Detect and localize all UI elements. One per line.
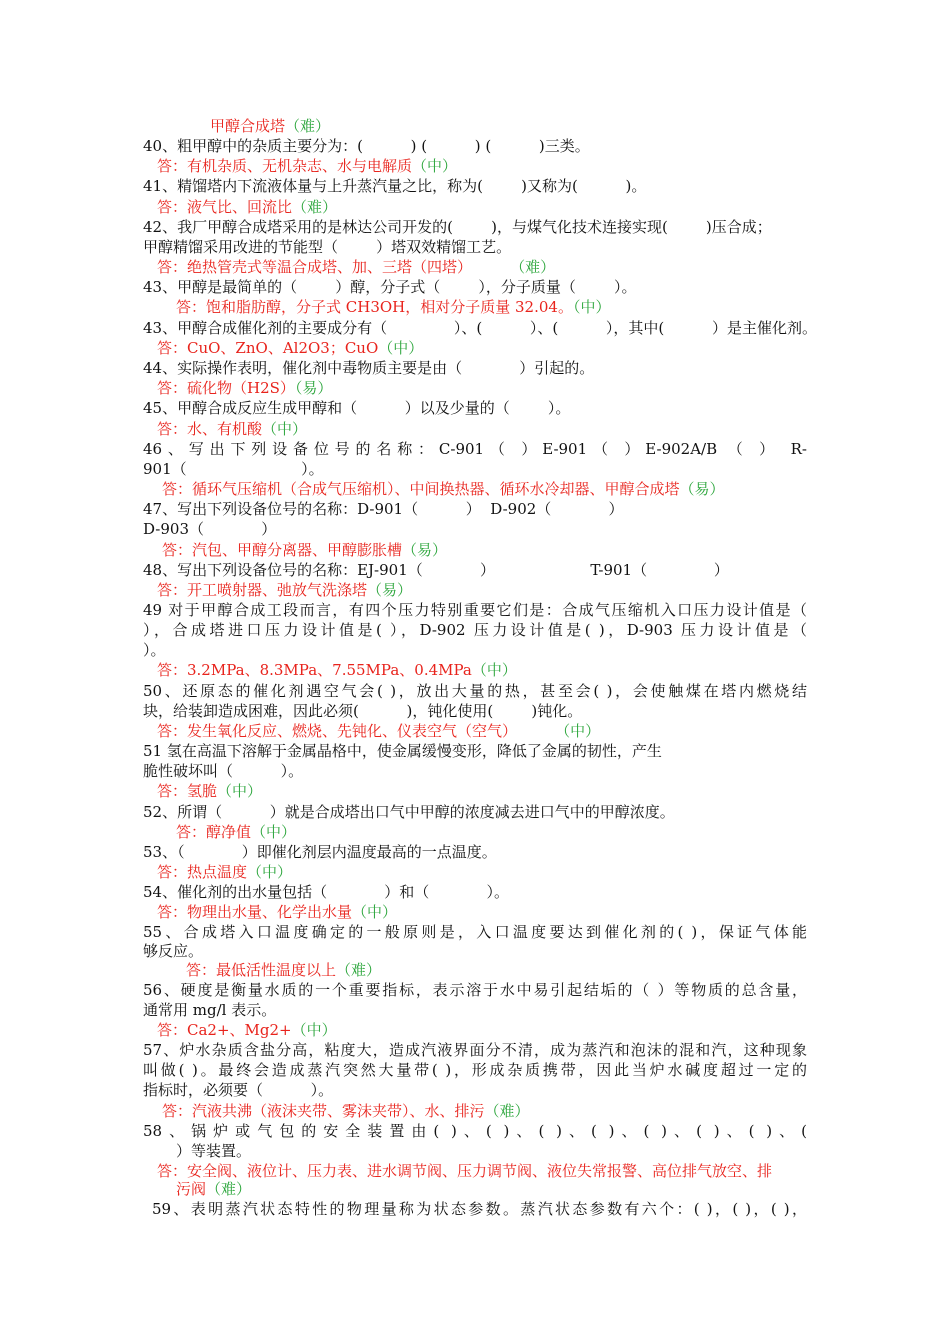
- question-line: [143, 1000, 276, 1020]
- answer-line: [157, 721, 600, 741]
- answer-line: [157, 1161, 772, 1181]
- answer-line: [210, 116, 330, 136]
- line-text: 901（ ）。: [143, 460, 324, 478]
- line-text: 脆性破坏叫（ ）。: [143, 762, 304, 780]
- line-text: 叫做( )。最终会造成蒸汽突然大量带( )，形成杂质携带，因此当炉水碱度超过一定的: [143, 1061, 807, 1079]
- question-line: [143, 681, 807, 701]
- line-text: 44、实际操作表明，催化剂中毒物质主要是由（ ）引起的。: [143, 359, 595, 377]
- difficulty-level: （难）: [472, 258, 556, 276]
- answer-line: [176, 297, 610, 317]
- difficulty-level: （中）: [352, 903, 398, 921]
- difficulty-level: （中）: [217, 782, 263, 800]
- answer-line: [157, 580, 412, 600]
- answer-line: [157, 156, 457, 176]
- question-line: [143, 701, 582, 721]
- difficulty-level: （易）: [402, 541, 448, 559]
- line-text: 答：饱和脂肪醇，分子式 CH3OH，相对分子质量 32.04。: [176, 298, 573, 316]
- difficulty-level: （中）: [291, 1021, 337, 1039]
- line-text: ），合成塔进口压力设计值是( ），D-902 压力设计值是( )，D-903 压力设计值是（: [143, 621, 807, 639]
- question-line: [143, 842, 497, 862]
- line-text: 够反应。: [143, 942, 204, 960]
- line-text: 答：物理出水量、化学出水量: [157, 903, 353, 921]
- answer-line: [162, 479, 725, 499]
- line-text: 40、粗甲醇中的杂质主要分为：( ) ( ) ( )三类。: [143, 137, 590, 155]
- line-text: 答：硫化物（H2S）: [157, 379, 295, 397]
- difficulty-level: （易）: [367, 581, 413, 599]
- question-line: [143, 741, 662, 761]
- question-line: [143, 882, 509, 902]
- line-text: 通常用 mg/l 表示。: [143, 1001, 277, 1019]
- difficulty-level: （中）: [247, 863, 293, 881]
- question-line: [143, 398, 570, 418]
- difficulty-level: （难）: [285, 117, 331, 135]
- answer-line: [157, 419, 307, 439]
- difficulty-level: （中）: [378, 339, 424, 357]
- line-text: 43、甲醇合成催化剂的主要成分有（ ）、( ）、( ），其中( ）是主催化剂。: [143, 319, 817, 337]
- difficulty-level: （易）: [679, 480, 725, 498]
- difficulty-level: （中）: [262, 420, 308, 438]
- line-text: 答：发生氧化反应、燃烧、先钝化、仪表空气（空气）: [157, 722, 518, 740]
- line-text: 答：醇净值: [176, 823, 252, 841]
- line-text: 58、锅炉或气包的安全装置由( )、( )、( )、( )、( )、( )、( )、(: [143, 1122, 807, 1140]
- line-text: 59、表明蒸汽状态特性的物理量称为状态参数。蒸汽状态参数有六个：( )，( )，( )，: [152, 1200, 807, 1218]
- line-text: 答：液气比、回流比: [157, 198, 293, 216]
- question-line: [143, 459, 324, 479]
- answer-line: [176, 822, 296, 842]
- line-text: 答：有机杂质、无机杂志、水与电解质: [157, 157, 413, 175]
- answer-line: [157, 862, 292, 882]
- line-text: 46、写出下列设备位号的名称：C-901（ ）E-901（ ）E-902A/B （ ） R-: [143, 440, 807, 458]
- answer-line: [157, 902, 397, 922]
- line-text: 答：热点温度: [157, 863, 248, 881]
- line-text: 答：3.2MPa、8.3MPa、7.55MPa、0.4MPa: [157, 661, 472, 679]
- line-text: 答：汽液共沸（液沫夹带、雾沫夹带）、水、排污: [162, 1102, 485, 1120]
- line-text: 污阀: [176, 1180, 207, 1198]
- answer-line: [157, 197, 337, 217]
- line-text: 答：氢脆: [157, 782, 218, 800]
- answer-line: [157, 781, 262, 801]
- question-line: [143, 922, 807, 942]
- answer-line: [162, 1101, 530, 1121]
- line-text: 答：汽包、甲醇分离器、甲醇膨胀槽: [162, 541, 403, 559]
- question-line: [143, 318, 817, 338]
- line-text: 56、硬度是衡量水质的一个重要指标，表示溶于水中易引起结垢的（ ）等物质的总含量，: [143, 981, 807, 999]
- answer-line: [157, 257, 555, 277]
- question-line: [143, 439, 807, 459]
- line-text: ）等装置。: [176, 1142, 252, 1160]
- question-line: [143, 237, 511, 257]
- line-text: 57、炉水杂质含盐分高，粘度大，造成汽液界面分不清，成为蒸汽和泡沫的混和汽，这种现象: [143, 1041, 807, 1059]
- line-text: 43、甲醇是最简单的（ ）醇，分子式（ ），分子质量（ ）。: [143, 278, 637, 296]
- question-line: [143, 358, 594, 378]
- answer-line: [157, 378, 332, 398]
- line-text: 41、精馏塔内下流液体量与上升蒸汽量之比，称为( )又称为( )。: [143, 177, 647, 195]
- line-text: 47、写出下列设备位号的名称：D-901（ ） D-902（ ）: [143, 500, 624, 518]
- difficulty-level: （中）: [517, 722, 601, 740]
- difficulty-level: （难）: [206, 1180, 252, 1198]
- line-text: 答：绝热管壳式等温合成塔、加、三塔（四塔）: [157, 258, 473, 276]
- difficulty-level: （难）: [336, 961, 382, 979]
- question-line: [143, 640, 166, 660]
- line-text: 45、甲醇合成反应生成甲醇和（ ）以及少量的（ ）。: [143, 399, 571, 417]
- difficulty-level: （中）: [471, 661, 517, 679]
- line-text: 52、所谓（ ）就是合成塔出口气中甲醇的浓度减去进口气中的甲醇浓度。: [143, 803, 675, 821]
- question-line: [143, 519, 276, 539]
- question-line: [143, 941, 203, 961]
- line-text: 42、我厂甲醇合成塔采用的是林达公司开发的( )，与煤气化技术连接实现( )压合成；: [143, 218, 772, 236]
- difficulty-level: （中）: [412, 157, 458, 175]
- answer-line: [186, 960, 381, 980]
- answer-line: [176, 1179, 251, 1199]
- question-line: [143, 1121, 807, 1141]
- difficulty-level: （中）: [572, 298, 611, 316]
- question-line: [143, 499, 624, 519]
- line-text: 55、合成塔入口温度确定的一般原则是，入口温度要达到催化剂的( )，保证气体能: [143, 923, 807, 941]
- question-line: [143, 217, 772, 237]
- line-text: D-903（ ）: [143, 520, 277, 538]
- difficulty-level: （难）: [292, 198, 338, 216]
- difficulty-level: （易）: [294, 379, 333, 397]
- question-line: [176, 1141, 251, 1161]
- question-line: [143, 802, 675, 822]
- line-text: 49 对于甲醇合成工段而言，有四个压力特别重要它们是：合成气压缩机入口压力设计值是（: [143, 601, 807, 619]
- line-text: 48、写出下列设备位号的名称：EJ-901（ ） T-901（ ）: [143, 561, 729, 579]
- answer-line: [162, 540, 447, 560]
- line-text: 甲醇精馏采用改进的节能型（ ）塔双效精馏工艺。: [143, 238, 512, 256]
- question-line: [143, 600, 807, 620]
- question-line: [143, 761, 303, 781]
- question-line: [152, 1199, 807, 1219]
- line-text: 答：Ca2+、Mg2+: [157, 1021, 292, 1039]
- question-line: [143, 980, 807, 1000]
- question-line: [143, 1040, 807, 1060]
- answer-line: [157, 338, 423, 358]
- line-text: 51 氢在高温下溶解于金属晶格中，使金属缓慢变形，降低了金属的韧性，产生: [143, 742, 662, 760]
- line-text: 54、催化剂的出水量包括（ ）和（ ）。: [143, 883, 510, 901]
- line-text: 答：CuO、ZnO、Al2O3；CuO: [157, 339, 379, 357]
- line-text: 答：最低活性温度以上: [186, 961, 337, 979]
- line-text: 答：安全阀、液位计、压力表、进水调节阀、压力调节阀、液位失常报警、高位排气放空、排: [157, 1162, 773, 1180]
- answer-line: [157, 660, 517, 680]
- line-text: 甲醇合成塔: [210, 117, 286, 135]
- question-line: [143, 176, 646, 196]
- line-text: 指标时，必须要（ ）。: [143, 1081, 334, 1099]
- difficulty-level: （中）: [251, 823, 297, 841]
- answer-line: [157, 1020, 337, 1040]
- line-text: 答：开工喷射器、弛放气洗涤塔: [157, 581, 368, 599]
- question-line: [143, 136, 590, 156]
- line-text: 答：水、有机酸: [157, 420, 263, 438]
- question-line: [143, 277, 637, 297]
- question-line: [143, 620, 807, 640]
- question-line: [143, 1080, 333, 1100]
- question-line: [143, 1060, 807, 1080]
- difficulty-level: （难）: [484, 1102, 530, 1120]
- line-text: 53、（ ）即催化剂层内温度最高的一点温度。: [143, 843, 497, 861]
- line-text: 答：循环气压缩机（合成气压缩机）、中间换热器、循环水冷却器、甲醇合成塔: [162, 480, 680, 498]
- question-line: [143, 560, 729, 580]
- line-text: 50、还原态的催化剂遇空气会( )，放出大量的热，甚至会( )，会使触煤在塔内燃烧结: [143, 682, 807, 700]
- line-text: ）。: [143, 641, 166, 659]
- line-text: 块，给装卸造成困难，因此必须( )，钝化使用( )钝化。: [143, 702, 583, 720]
